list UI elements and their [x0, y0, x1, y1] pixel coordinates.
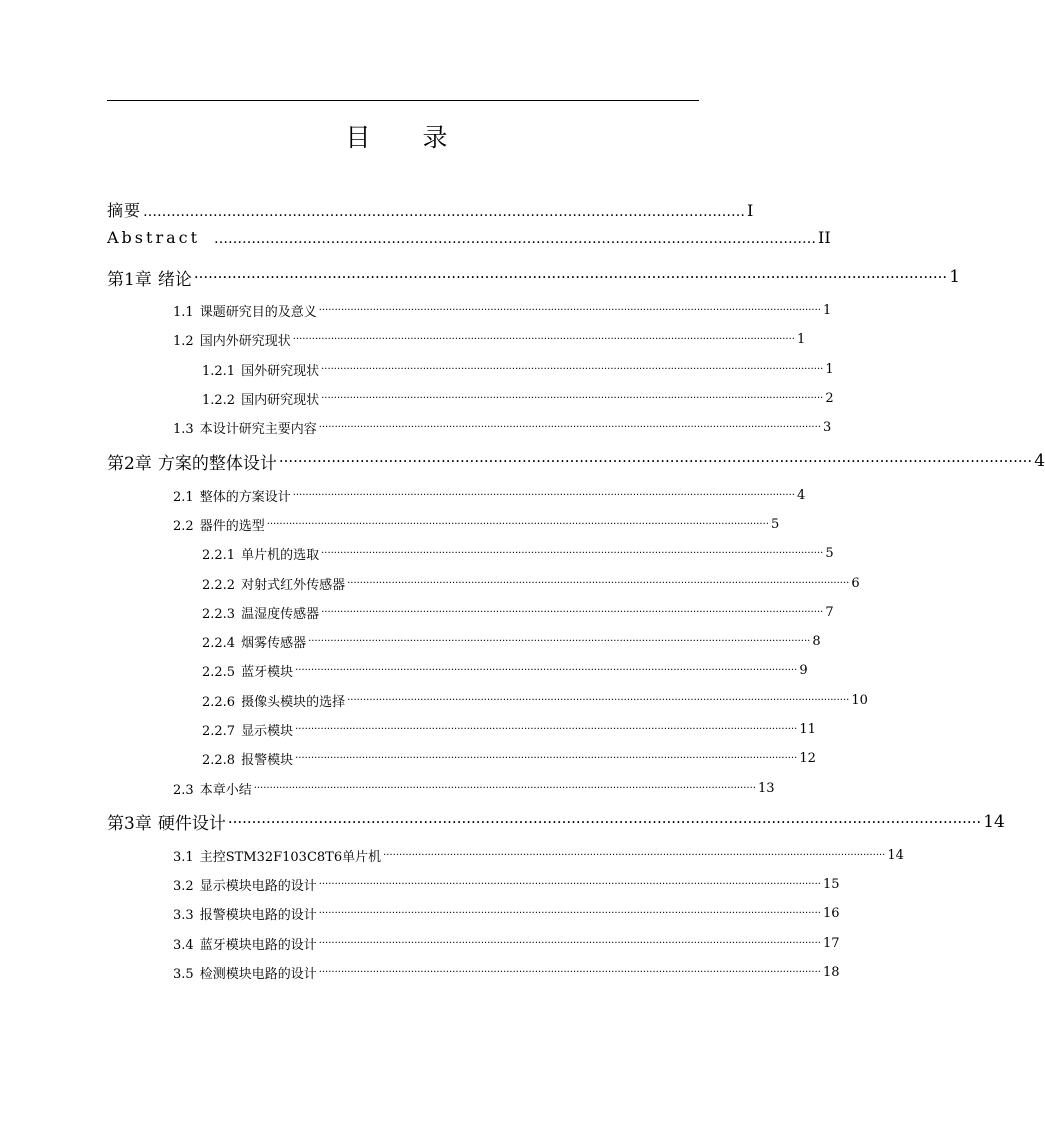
toc-page-number: 15 — [822, 877, 840, 893]
toc-section-3-4[interactable] — [107, 929, 840, 958]
section-number: 2.2.7 — [202, 724, 236, 739]
toc-page-number: 7 — [825, 604, 834, 620]
dot-leader: ······························································································································································ — [308, 636, 811, 648]
toc-page-number: 2 — [825, 391, 834, 407]
toc-page-number: 14 — [887, 847, 904, 863]
toc-page-number: II — [818, 228, 831, 247]
toc-section-1-2[interactable] — [107, 325, 806, 354]
dot-leader: ………………………………………………………………………………………………………………… — [143, 204, 746, 220]
dot-leader: ······························································································································································ — [295, 753, 798, 765]
section-number: 1.2 — [173, 334, 194, 350]
toc-page-number: 4 — [796, 487, 806, 503]
section-title: 报警模块电路的设计 — [199, 908, 317, 924]
toc-page-number: 14 — [983, 811, 1005, 832]
toc-page-number: 10 — [851, 692, 868, 708]
toc-page-number: 1 — [949, 267, 961, 287]
header-rule — [107, 100, 699, 101]
section-number: 2.2.6 — [202, 694, 236, 710]
toc-section-2-1[interactable] — [107, 480, 806, 509]
toc-page-number: 16 — [822, 906, 840, 922]
dot-leader: ······························································································································································ — [321, 548, 824, 560]
toc-section-2-2-5[interactable] — [107, 656, 808, 685]
toc-page-number: 12 — [799, 751, 816, 767]
section-title: 检测模块电路的设计 — [199, 967, 317, 983]
section-title: 对射式红外传感器 — [241, 577, 346, 593]
section-title: 显示模块电路的设计 — [199, 879, 317, 895]
toc-entry-abstract-en[interactable] — [107, 228, 831, 258]
toc-page-number: I — [747, 201, 754, 220]
section-title: 本设计研究主要内容 — [199, 422, 317, 438]
chapter-title: 绪论 — [157, 269, 192, 290]
section-title: 蓝牙模块电路的设计 — [199, 937, 317, 953]
chapter-number: 第2章 — [107, 453, 152, 474]
toc-page-number: 1 — [825, 361, 834, 377]
section-number: 3.1 — [173, 849, 194, 865]
section-title: 国内外研究现状 — [199, 334, 291, 350]
section-number: 2.3 — [173, 782, 194, 798]
section-number: 3.4 — [173, 937, 194, 953]
toc-section-2-2-3[interactable] — [107, 598, 834, 627]
toc-section-2-2[interactable] — [107, 510, 780, 539]
toc-entry-abstract-cn[interactable] — [107, 198, 754, 228]
toc-page-number: 8 — [812, 634, 821, 650]
section-title: 主控STM32F103C8T6单片机 — [199, 849, 382, 865]
section-title: 单片机的选取 — [241, 548, 320, 564]
dot-leader: ······························································································································································ — [266, 518, 769, 530]
toc-section-2-2-4[interactable] — [107, 627, 821, 656]
section-title: 课题研究目的及意义 — [199, 305, 317, 321]
section-number: 2.2.1 — [202, 548, 236, 564]
dot-leader: ······························································································································································ — [295, 665, 798, 677]
chapter-title: 硬件设计 — [157, 814, 226, 835]
dot-leader: ······························································································································································ — [227, 812, 982, 831]
toc-section-3-1[interactable] — [107, 841, 904, 870]
toc-section-2-2-8[interactable] — [107, 744, 816, 773]
toc-section-2-2-6[interactable] — [107, 686, 868, 715]
dot-leader: ······························································································································································ — [347, 694, 850, 706]
toc-section-2-2-1[interactable] — [107, 539, 834, 568]
section-number: 3.3 — [173, 908, 194, 924]
toc-section-1-2-1[interactable] — [107, 355, 834, 384]
dot-leader: ······························································································································································ — [292, 334, 795, 346]
section-number: 3.2 — [173, 879, 194, 895]
toc-page-number: 11 — [799, 722, 816, 737]
dot-leader: ······························································································································································ — [347, 577, 850, 589]
section-title: 烟雾传感器 — [241, 636, 307, 652]
dot-leader: ······························································································································································ — [321, 363, 824, 375]
toc-page-number: 4 — [1034, 451, 1045, 472]
toc-page-number: 5 — [825, 546, 834, 562]
chapter-number: 第3章 — [107, 814, 152, 835]
toc-page-number: 1 — [796, 332, 806, 348]
section-number: 2.2.2 — [202, 577, 236, 593]
dot-leader: ······························································································································································ — [318, 937, 821, 949]
section-title: 国内研究现状 — [241, 393, 320, 409]
toc-section-1-2-2[interactable] — [107, 384, 834, 413]
dot-leader: ······························································································································································ — [318, 305, 821, 317]
dot-leader: ······························································································································································ — [321, 393, 824, 405]
toc-chapter-3[interactable] — [107, 803, 1005, 841]
section-number: 2.2.8 — [202, 753, 236, 769]
toc-entry-label: Abstract — [107, 228, 201, 247]
section-title: 本章小结 — [199, 782, 252, 798]
section-title: 整体的方案设计 — [199, 489, 291, 505]
toc-chapter-1[interactable] — [107, 258, 961, 296]
section-number: 1.2.1 — [202, 363, 236, 379]
section-title: 报警模块 — [241, 753, 294, 769]
section-number: 2.2.4 — [202, 636, 236, 652]
section-number: 2.2.3 — [202, 606, 236, 622]
toc-page-number: 13 — [757, 780, 775, 796]
toc-page-number: 9 — [799, 663, 808, 679]
section-title: 国外研究现状 — [241, 363, 320, 379]
toc-section-3-3[interactable] — [107, 899, 840, 928]
section-title: 器件的选型 — [199, 518, 265, 534]
section-title: 蓝牙模块 — [241, 665, 294, 681]
toc-section-3-5[interactable] — [107, 958, 840, 987]
dot-leader: ······························································································································································ — [318, 967, 821, 979]
dot-leader: ······························································································································································ — [321, 606, 824, 618]
toc-chapter-2[interactable] — [107, 442, 1045, 480]
toc-section-3-2[interactable] — [107, 870, 840, 899]
section-number: 2.2.5 — [202, 665, 236, 681]
chapter-number: 第1章 — [107, 269, 152, 290]
dot-leader: ······························································································································································ — [318, 879, 821, 891]
page-title: 目 录 — [345, 123, 470, 152]
dot-leader: ………………………………………………………………………………………………………………… — [214, 231, 817, 247]
section-number: 1.3 — [173, 422, 194, 438]
table-of-contents — [107, 198, 1045, 987]
dot-leader: ······························································································································································ — [292, 489, 795, 501]
toc-page-number: 1 — [822, 303, 832, 319]
toc-page-number: 18 — [822, 965, 840, 981]
section-number: 3.5 — [173, 967, 194, 983]
section-number: 2.1 — [173, 489, 194, 505]
dot-leader: ······························································································································································ — [278, 452, 1033, 471]
section-number: 1.1 — [173, 305, 194, 321]
dot-leader: ······························································································································································ — [318, 908, 821, 920]
section-title: 显示模块 — [241, 724, 294, 739]
section-title: 温湿度传感器 — [241, 606, 320, 622]
toc-entry-label: 摘要 — [107, 201, 142, 220]
chapter-title: 方案的整体设计 — [157, 453, 277, 474]
toc-section-2-3[interactable] — [107, 773, 775, 802]
dot-leader: ······························································································································································ — [318, 422, 821, 434]
dot-leader: ······························································································································································ — [295, 724, 798, 735]
dot-leader: ······························································································································································ — [193, 268, 948, 286]
dot-leader: ······························································································································································ — [383, 849, 886, 861]
toc-section-2-2-2[interactable] — [107, 568, 860, 597]
toc-section-1-3[interactable] — [107, 413, 832, 442]
dot-leader: ······························································································································································ — [253, 782, 756, 794]
toc-section-1-1[interactable] — [107, 296, 832, 325]
section-number: 1.2.2 — [202, 393, 236, 409]
section-title: 摄像头模块的选择 — [241, 694, 346, 710]
toc-page-number: 6 — [851, 575, 860, 591]
toc-section-2-2-7[interactable] — [107, 715, 816, 744]
toc-page-number: 3 — [822, 420, 832, 436]
toc-page-number: 5 — [770, 516, 780, 532]
toc-page-number: 17 — [822, 935, 840, 951]
section-number: 2.2 — [173, 518, 194, 534]
